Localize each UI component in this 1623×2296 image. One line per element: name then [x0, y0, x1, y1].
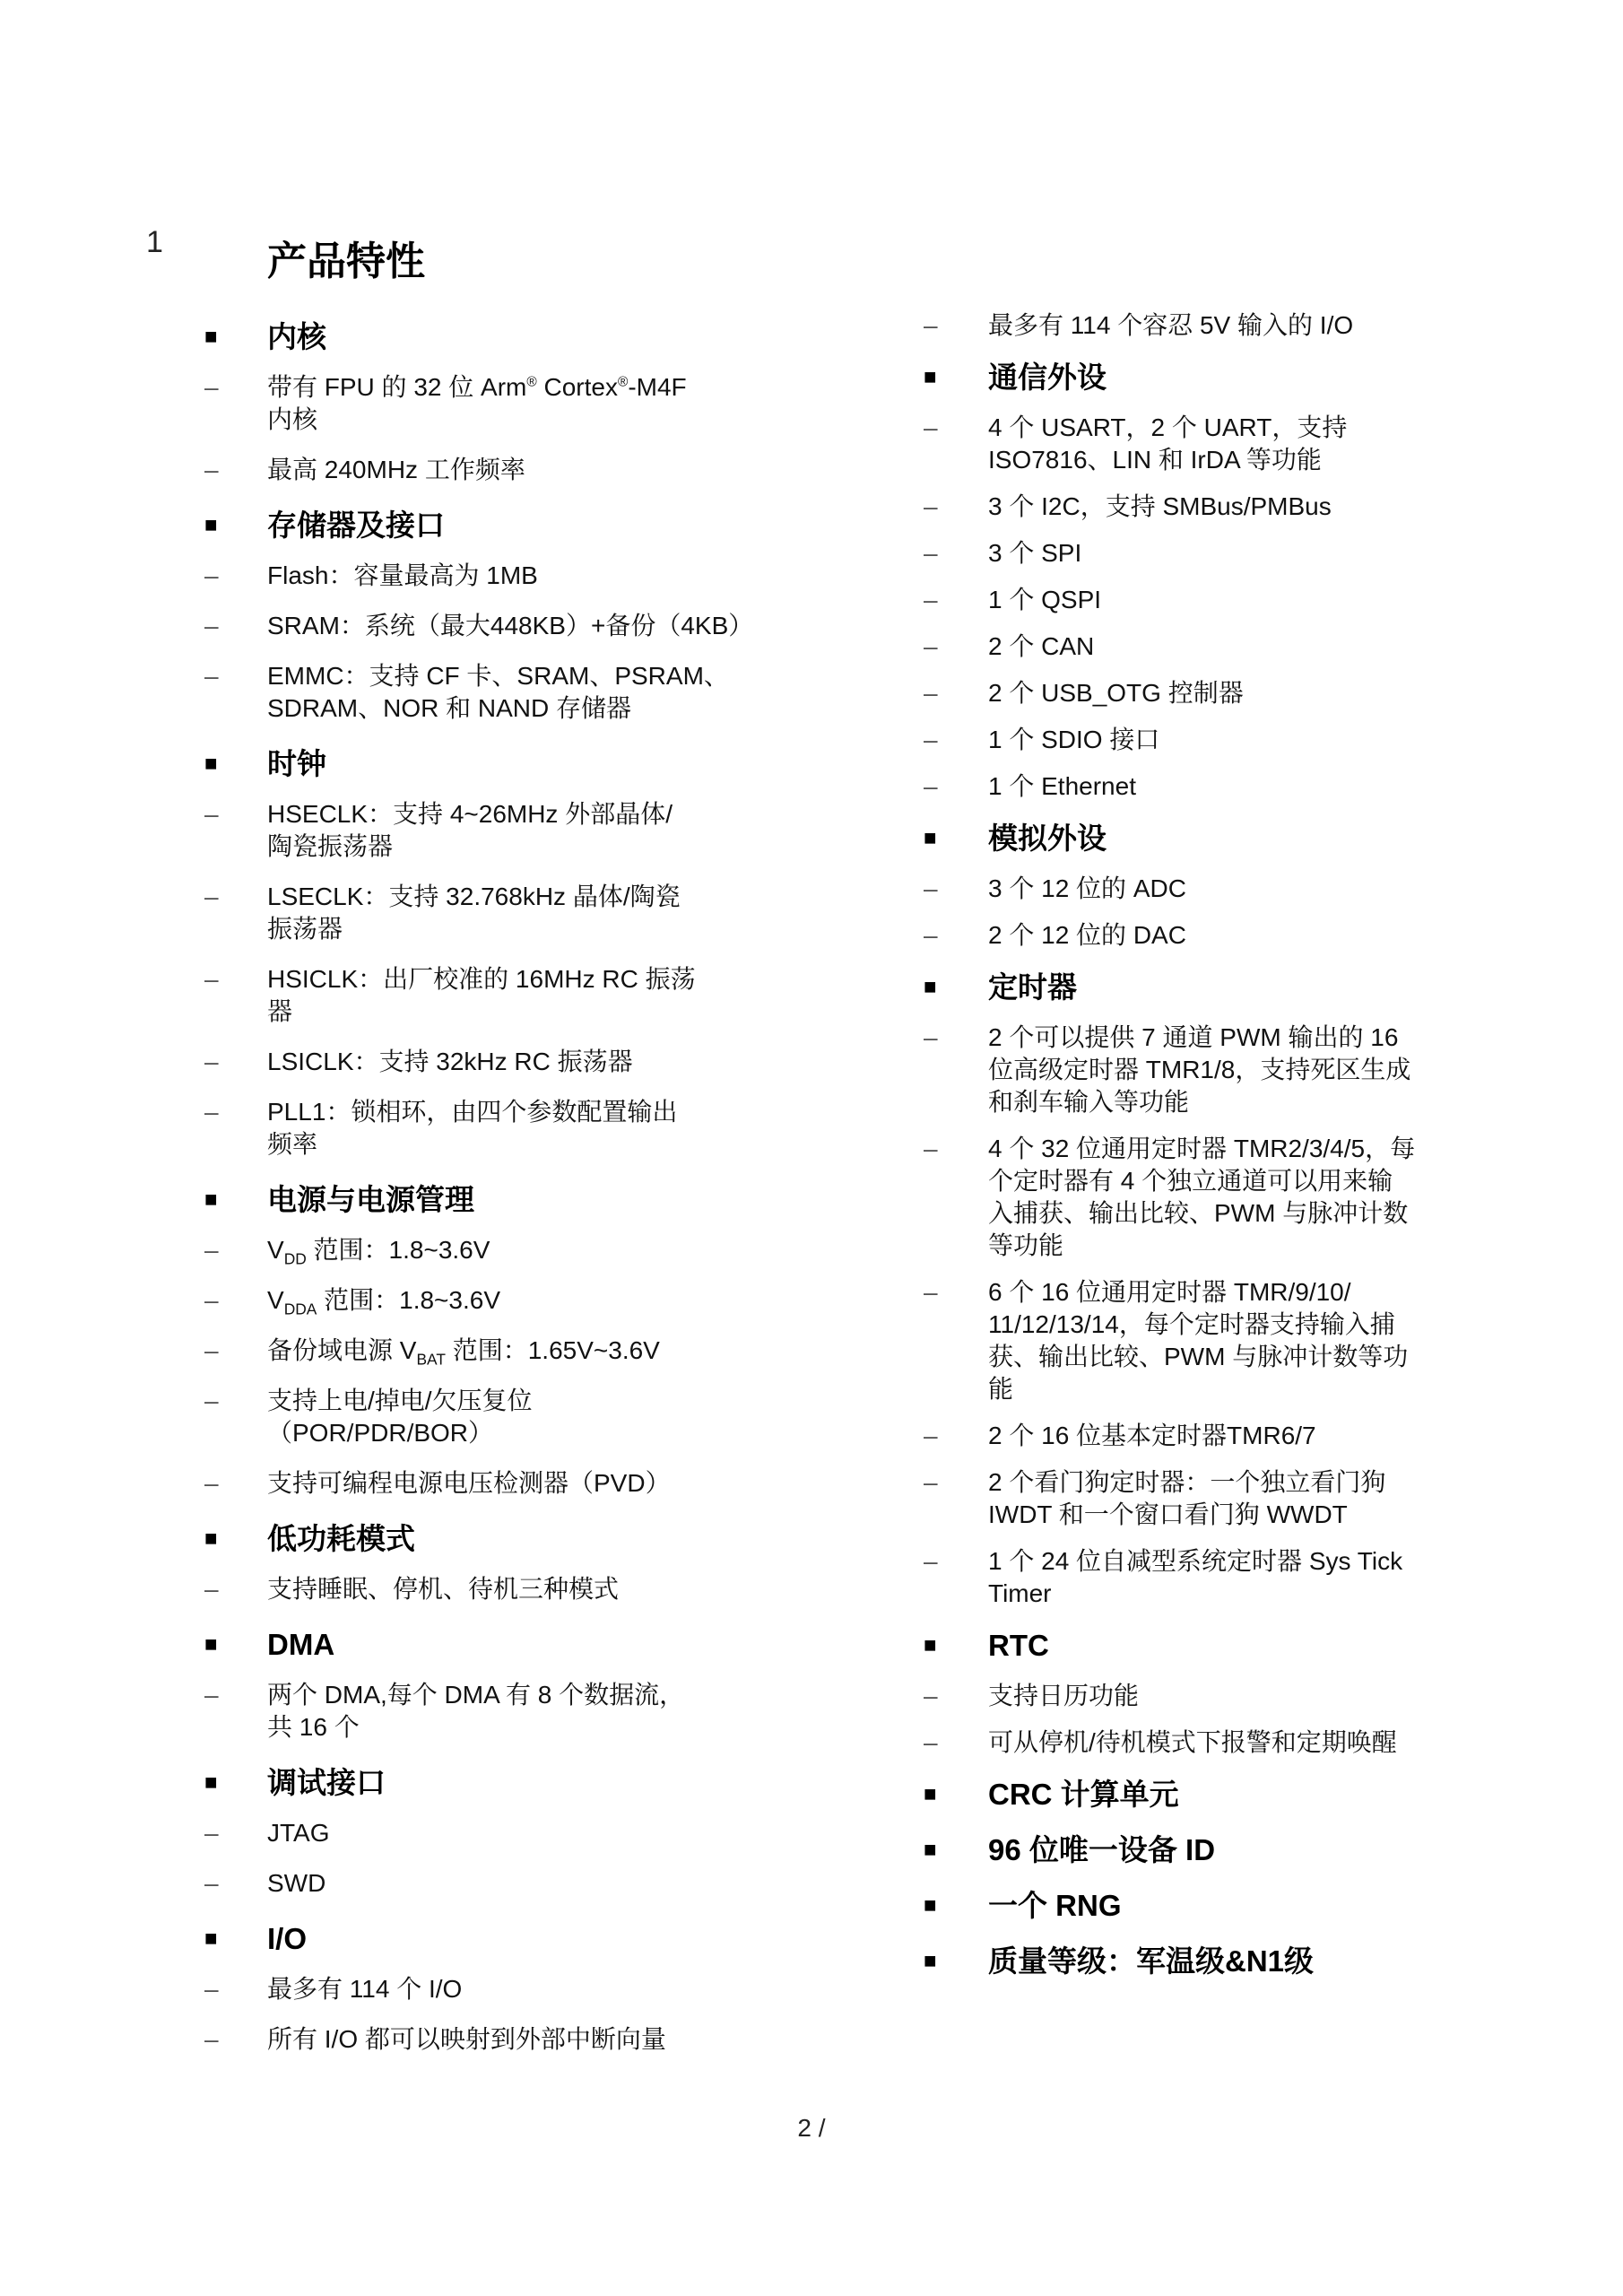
dash-bullet-icon: – [924, 311, 938, 339]
feature-item-text: 6 个 16 位通用定时器 TMR/9/10/ 11/12/13/14，每个定时器支持输入捕 获、输出比较、PWM 与脉冲计数等功 能 [988, 1278, 1409, 1403]
feature-item [924, 1276, 1580, 1405]
feature-section-heading [204, 508, 823, 544]
section-heading-text: 定时器 [988, 970, 1077, 1004]
feature-item-text: 3 个 12 位的 ADC [988, 874, 1186, 902]
feature-item-text: 所有 I/O 都可以映射到外部中断向量 [267, 2025, 666, 2053]
dash-bullet-icon: – [924, 1728, 938, 1756]
dash-bullet-icon: – [204, 1869, 219, 1897]
feature-item-text: 备份域电源 $V_{BAT}$ 范围：1.65V~3.6V [267, 1336, 660, 1369]
feature-item-text: 3 个 SPI [988, 539, 1082, 567]
dash-bullet-icon: – [924, 726, 938, 753]
feature-item-text: 最多有 114 个 I/O [267, 1975, 463, 2003]
section-heading-text: 低功耗模式 [267, 1522, 415, 1555]
square-bullet-icon: ■ [924, 1893, 937, 1918]
feature-item-text: PLL1：锁相环，由四个参数配置输出 频率 [267, 1098, 678, 1158]
feature-item-text: $V_{DD}$ 范围：1.8~3.6V [267, 1236, 490, 1268]
feature-item [204, 1467, 823, 1500]
feature-item-text: 4 个 USART，2 个 UART，支持 ISO7816、LIN 和 IrDA 等功能 [988, 413, 1348, 474]
dash-bullet-icon: – [924, 413, 938, 441]
dash-bullet-icon: – [204, 800, 219, 828]
feature-item-text: 2 个 12 位的 DAC [988, 921, 1186, 949]
feature-item [924, 1022, 1580, 1118]
section-heading-text: 模拟外设 [988, 822, 1107, 855]
dash-bullet-icon: – [924, 586, 938, 613]
square-bullet-icon: ■ [924, 826, 937, 850]
feature-item [204, 1817, 823, 1849]
feature-item [204, 560, 823, 592]
square-bullet-icon: ■ [204, 1526, 218, 1551]
feature-section-heading [924, 1832, 1580, 1868]
feature-item-text: SWD [267, 1869, 326, 1897]
page-title: 产品特性 [267, 239, 425, 284]
section-heading-text: 质量等级：军温级&N1级 [988, 1944, 1315, 1978]
dash-bullet-icon: – [924, 1278, 938, 1306]
feature-item [924, 537, 1580, 570]
dash-bullet-icon: – [204, 1236, 219, 1264]
square-bullet-icon: ■ [204, 325, 218, 349]
feature-item-text: 支持睡眠、停机、待机三种模式 [267, 1575, 620, 1603]
square-bullet-icon: ■ [924, 1782, 937, 1806]
feature-item-text: 两个 DMA,每个 DMA 有 8 个数据流， 共 16 个 [267, 1681, 685, 1741]
feature-item-text: HSICLK：出厂校准的 16MHz RC 振荡 器 [267, 965, 696, 1025]
dash-bullet-icon: – [924, 679, 938, 707]
feature-item [204, 610, 823, 642]
feature-item [924, 1545, 1580, 1610]
feature-item-text: 1 个 QSPI [988, 586, 1102, 613]
feature-item-text: LSICLK：支持 32kHz RC 振荡器 [267, 1048, 633, 1075]
feature-item [204, 881, 823, 945]
feature-section-heading [924, 821, 1580, 857]
dash-bullet-icon: – [924, 1135, 938, 1162]
page-number-footer: 2 / [797, 2114, 826, 2142]
feature-section-heading [204, 319, 823, 355]
feature-item [924, 491, 1580, 523]
feature-section-heading [924, 1888, 1580, 1924]
feature-item-text: 2 个 16 位基本定时器TMR6/7 [988, 1422, 1316, 1449]
feature-item [924, 1466, 1580, 1531]
feature-item-text: SRAM：系统（最大448KB）+备份（4KB） [267, 612, 754, 639]
dash-bullet-icon: – [924, 921, 938, 949]
feature-item-text: $V_{DDA}$ 范围：1.8~3.6V [267, 1286, 500, 1318]
feature-item [924, 770, 1580, 803]
dash-bullet-icon: – [204, 1681, 219, 1709]
dash-bullet-icon: – [924, 1547, 938, 1575]
square-bullet-icon: ■ [924, 975, 937, 999]
feature-item [204, 1284, 823, 1317]
feature-item-text: 4 个 32 位通用定时器 TMR2/3/4/5，每 个定时器有 4 个独立通道可以用来输 入捕获、输出比较、PWM 与脉冲计数 等功能 [988, 1135, 1416, 1259]
section-heading-text: 调试接口 [267, 1766, 386, 1799]
feature-section-heading [204, 1627, 823, 1663]
dash-bullet-icon: – [204, 1098, 219, 1126]
dash-bullet-icon: – [924, 1682, 938, 1709]
feature-item [204, 1096, 823, 1161]
feature-item [924, 919, 1580, 952]
feature-section-heading [204, 1765, 823, 1801]
square-bullet-icon: ■ [204, 513, 218, 537]
dash-bullet-icon: – [204, 1575, 219, 1603]
section-heading-text: 一个 RNG [988, 1889, 1122, 1922]
dash-bullet-icon: – [924, 1468, 938, 1496]
feature-item-text: 1 个 24 位自减型系统定时器 Sys Tick Timer [988, 1547, 1403, 1607]
feature-item-text: 1 个 SDIO 接口 [988, 726, 1160, 753]
dash-bullet-icon: – [204, 612, 219, 639]
feature-item-text: 支持日历功能 [988, 1682, 1140, 1709]
dash-bullet-icon: – [204, 1336, 219, 1364]
feature-section-heading [924, 970, 1580, 1005]
square-bullet-icon: ■ [924, 1633, 937, 1657]
dash-bullet-icon: – [924, 492, 938, 520]
dash-bullet-icon: – [204, 1469, 219, 1497]
dash-bullet-icon: – [204, 2025, 219, 2053]
feature-item [924, 873, 1580, 905]
dash-bullet-icon: – [204, 1387, 219, 1414]
feature-item [204, 2023, 823, 2056]
feature-item [204, 1234, 823, 1266]
dash-bullet-icon: – [204, 561, 219, 589]
dash-bullet-icon: – [204, 662, 219, 690]
dash-bullet-icon: – [204, 456, 219, 483]
feature-item [924, 677, 1580, 709]
section-heading-text: DMA [267, 1628, 335, 1661]
feature-item-text: Flash：容量最高为 1MB [267, 561, 538, 589]
feature-section-heading [924, 1628, 1580, 1664]
square-bullet-icon: ■ [924, 365, 937, 389]
feature-item-text: 带有 FPU 的 32 位 Arm® Cortex®-M4F 内核 [267, 373, 687, 433]
feature-item-text: LSECLK：支持 32.768kHz 晶体/陶瓷 振荡器 [267, 883, 681, 943]
square-bullet-icon: ■ [204, 1187, 218, 1212]
feature-section-heading [924, 1944, 1580, 1979]
square-bullet-icon: ■ [204, 1770, 218, 1795]
feature-section-heading [204, 746, 823, 782]
feature-item [204, 1867, 823, 1900]
feature-item [924, 412, 1580, 476]
dash-bullet-icon: – [204, 1975, 219, 2003]
section-heading-text: I/O [267, 1922, 308, 1955]
feature-item [204, 1046, 823, 1078]
feature-item [924, 1133, 1580, 1262]
section-heading-text: CRC 计算单元 [988, 1778, 1179, 1811]
square-bullet-icon: ■ [204, 1926, 218, 1951]
feature-item [924, 1420, 1580, 1452]
section-heading-text: RTC [988, 1629, 1049, 1662]
feature-item-text: HSECLK：支持 4~26MHz 外部晶体/ 陶瓷振荡器 [267, 800, 673, 860]
feature-section-heading [924, 360, 1580, 396]
square-bullet-icon: ■ [924, 1838, 937, 1862]
feature-item [204, 1335, 823, 1367]
section-number: 1 [146, 225, 163, 259]
feature-item [204, 454, 823, 486]
feature-item-text: 2 个 CAN [988, 632, 1095, 660]
feature-item [204, 798, 823, 863]
dash-bullet-icon: – [204, 373, 219, 401]
dash-bullet-icon: – [204, 883, 219, 910]
feature-item [204, 660, 823, 725]
feature-item [204, 1573, 823, 1605]
feature-item-text: EMMC：支持 CF 卡、SRAM、PSRAM、 SDRAM、NOR 和 NAND 存储器 [267, 662, 729, 722]
feature-item [204, 1973, 823, 2005]
feature-item [204, 371, 823, 436]
dash-bullet-icon: – [204, 1286, 219, 1314]
dash-bullet-icon: – [924, 1422, 938, 1449]
feature-item-text: 1 个 Ethernet [988, 772, 1136, 800]
feature-item-text: 2 个 USB_OTG 控制器 [988, 679, 1244, 707]
section-heading-text: 通信外设 [988, 361, 1107, 394]
feature-section-heading [204, 1182, 823, 1218]
feature-item [924, 584, 1580, 616]
dash-bullet-icon: – [924, 632, 938, 660]
feature-item [204, 1385, 823, 1449]
feature-item [924, 631, 1580, 663]
feature-section-heading [204, 1921, 823, 1957]
feature-item [924, 309, 1580, 342]
feature-item [204, 1679, 823, 1744]
feature-section-heading [204, 1521, 823, 1557]
feature-item-text: 支持上电/掉电/欠压复位 （POR/PDR/BOR） [267, 1387, 533, 1447]
section-heading-text: 电源与电源管理 [267, 1183, 474, 1216]
feature-item-text: 最多有 114 个容忍 5V 输入的 I/O [988, 311, 1354, 339]
dash-bullet-icon: – [204, 1819, 219, 1847]
left-column [204, 316, 823, 2074]
feature-item-text: 3 个 I2C，支持 SMBus/PMBus [988, 492, 1332, 520]
dash-bullet-icon: – [924, 539, 938, 567]
square-bullet-icon: ■ [204, 752, 218, 776]
feature-item [924, 1680, 1580, 1712]
square-bullet-icon: ■ [924, 1949, 937, 1973]
dash-bullet-icon: – [924, 874, 938, 902]
feature-item-text: 2 个可以提供 7 通道 PWM 输出的 16 位高级定时器 TMR1/8，支持死区生成 和刹车输入等功能 [988, 1023, 1411, 1116]
feature-item [924, 724, 1580, 756]
section-heading-text: 存储器及接口 [267, 509, 445, 542]
dash-bullet-icon: – [924, 1023, 938, 1051]
dash-bullet-icon: – [204, 1048, 219, 1075]
section-heading-text: 时钟 [267, 747, 326, 780]
feature-item [924, 1726, 1580, 1759]
feature-item [204, 963, 823, 1028]
feature-item-text: 2 个看门狗定时器：一个独立看门狗 IWDT 和一个窗口看门狗 WWDT [988, 1468, 1386, 1528]
dash-bullet-icon: – [924, 772, 938, 800]
feature-item-text: 最高 240MHz 工作频率 [267, 456, 525, 483]
feature-item-text: 可从停机/待机模式下报警和定期唤醒 [988, 1728, 1397, 1756]
feature-section-heading [924, 1777, 1580, 1813]
feature-item-text: JTAG [267, 1819, 330, 1847]
section-heading-text: 96 位唯一设备 ID [988, 1833, 1216, 1866]
square-bullet-icon: ■ [204, 1632, 218, 1657]
feature-item-text: 支持可编程电源电压检测器（PVD） [267, 1469, 671, 1497]
section-heading-text: 内核 [267, 320, 326, 353]
dash-bullet-icon: – [204, 965, 219, 993]
right-column [924, 309, 1580, 1996]
